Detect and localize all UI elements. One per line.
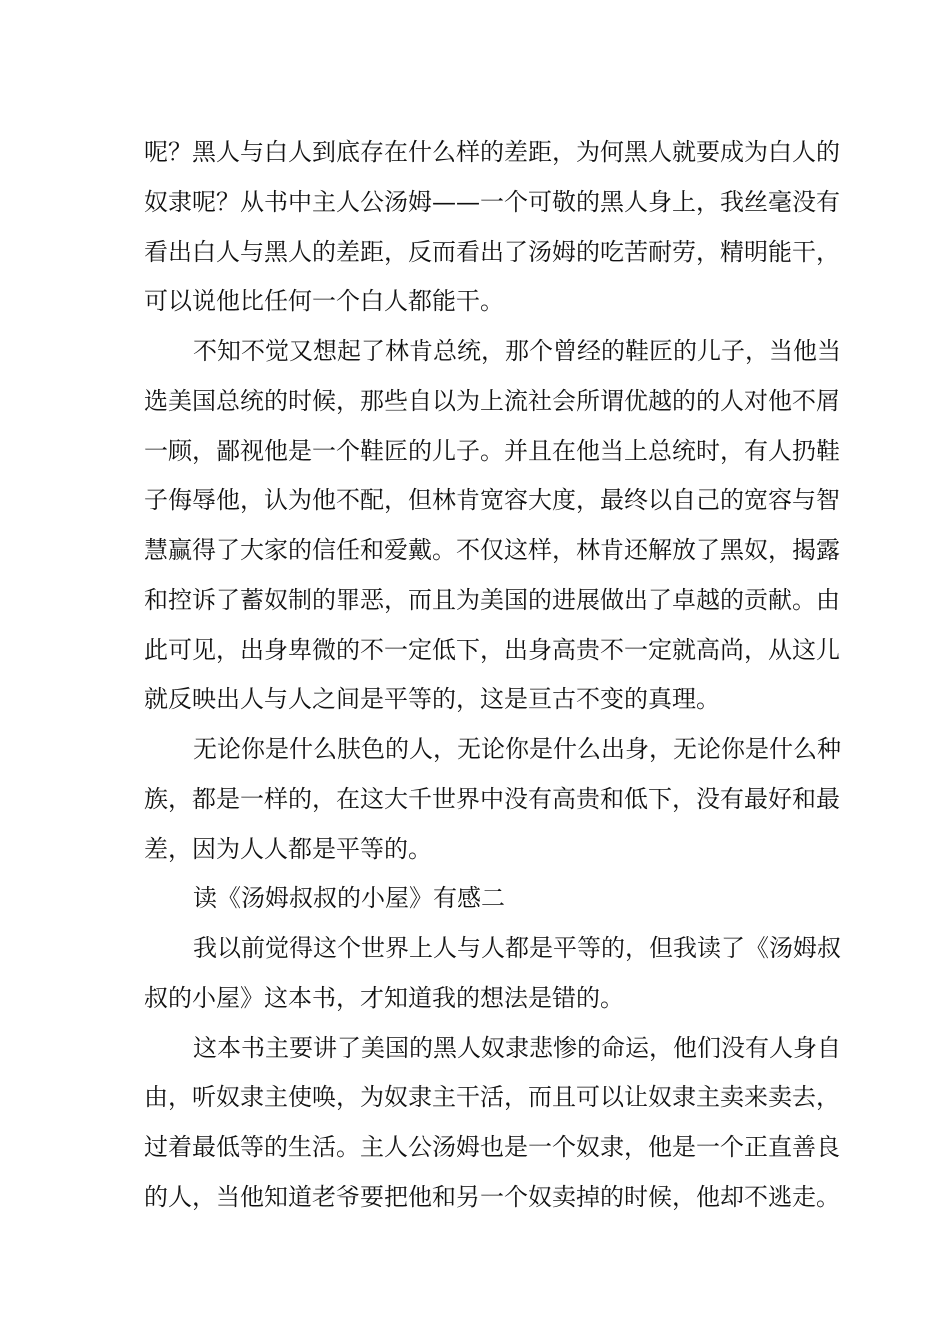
text-line-content: 的人，当他知道老爷要把他和另一个奴卖掉的时候，他却不逃走。	[144, 1183, 840, 1211]
text-line-content: 无论你是什么肤色的人，无论你是什么出身，无论你是什么种	[193, 735, 841, 763]
text-line	[0, 182, 950, 222]
text-line	[0, 431, 950, 471]
text-line	[0, 480, 950, 520]
text-line-content: 慧赢得了大家的信任和爱戴。不仅这样，林肯还解放了黑奴，揭露	[144, 536, 840, 564]
text-line-content: 一顾，鄙视他是一个鞋匠的儿子。并且在他当上总统时，有人扔鞋	[144, 437, 840, 465]
text-line	[0, 630, 950, 670]
text-line	[0, 232, 950, 272]
text-line	[0, 381, 950, 421]
text-line	[0, 1028, 950, 1068]
text-line	[0, 580, 950, 620]
section-heading	[0, 878, 950, 918]
text-line	[0, 132, 950, 172]
text-line-content: 我以前觉得这个世界上人与人都是平等的，但我读了《汤姆叔	[193, 934, 841, 962]
text-line-content: 这本书主要讲了美国的黑人奴隶悲惨的命运，他们没有人身自	[193, 1034, 841, 1062]
text-line-content: 差，因为人人都是平等的。	[144, 835, 432, 863]
text-line-content: 和控诉了蓄奴制的罪恶，而且为美国的进展做出了卓越的贡献。由	[144, 586, 840, 614]
text-line	[0, 281, 950, 321]
text-line	[0, 1177, 950, 1217]
text-line	[0, 829, 950, 869]
text-line	[0, 1077, 950, 1117]
text-line-content: 由，听奴隶主使唤，为奴隶主干活，而且可以让奴隶主卖来卖去，	[144, 1083, 840, 1111]
text-line	[0, 779, 950, 819]
section-heading-text: 读《汤姆叔叔的小屋》有感二	[193, 884, 505, 912]
text-line	[0, 729, 950, 769]
text-line-content: 叔的小屋》这本书，才知道我的想法是错的。	[144, 984, 624, 1012]
text-line-content: 不知不觉又想起了林肯总统，那个曾经的鞋匠的儿子，当他当	[193, 337, 841, 365]
text-line-content: 选美国总统的时候，那些自以为上流社会所谓优越的的人对他不屑	[144, 387, 840, 415]
text-line	[0, 679, 950, 719]
text-line-content: 过着最低等的生活。主人公汤姆也是一个奴隶，他是一个正直善良	[144, 1133, 840, 1161]
text-line-content: 看出白人与黑人的差距，反而看出了汤姆的吃苦耐劳，精明能干，	[144, 238, 840, 266]
text-line	[0, 1127, 950, 1167]
text-line-content: 呢？黑人与白人到底存在什么样的差距，为何黑人就要成为白人的	[144, 138, 840, 166]
text-line	[0, 928, 950, 968]
text-line	[0, 530, 950, 570]
text-line-content: 可以说他比任何一个白人都能干。	[144, 287, 504, 315]
text-line-content: 此可见，出身卑微的不一定低下，出身高贵不一定就高尚，从这儿	[144, 636, 840, 664]
text-line	[0, 331, 950, 371]
text-line	[0, 978, 950, 1018]
text-line-content: 族，都是一样的，在这大千世界中没有高贵和低下，没有最好和最	[144, 785, 840, 813]
text-line-content: 子侮辱他，认为他不配，但林肯宽容大度，最终以自己的宽容与智	[144, 486, 840, 514]
text-line-content: 奴隶呢？从书中主人公汤姆——一个可敬的黑人身上，我丝毫没有	[144, 188, 840, 216]
text-line-content: 就反映出人与人之间是平等的，这是亘古不变的真理。	[144, 685, 720, 713]
